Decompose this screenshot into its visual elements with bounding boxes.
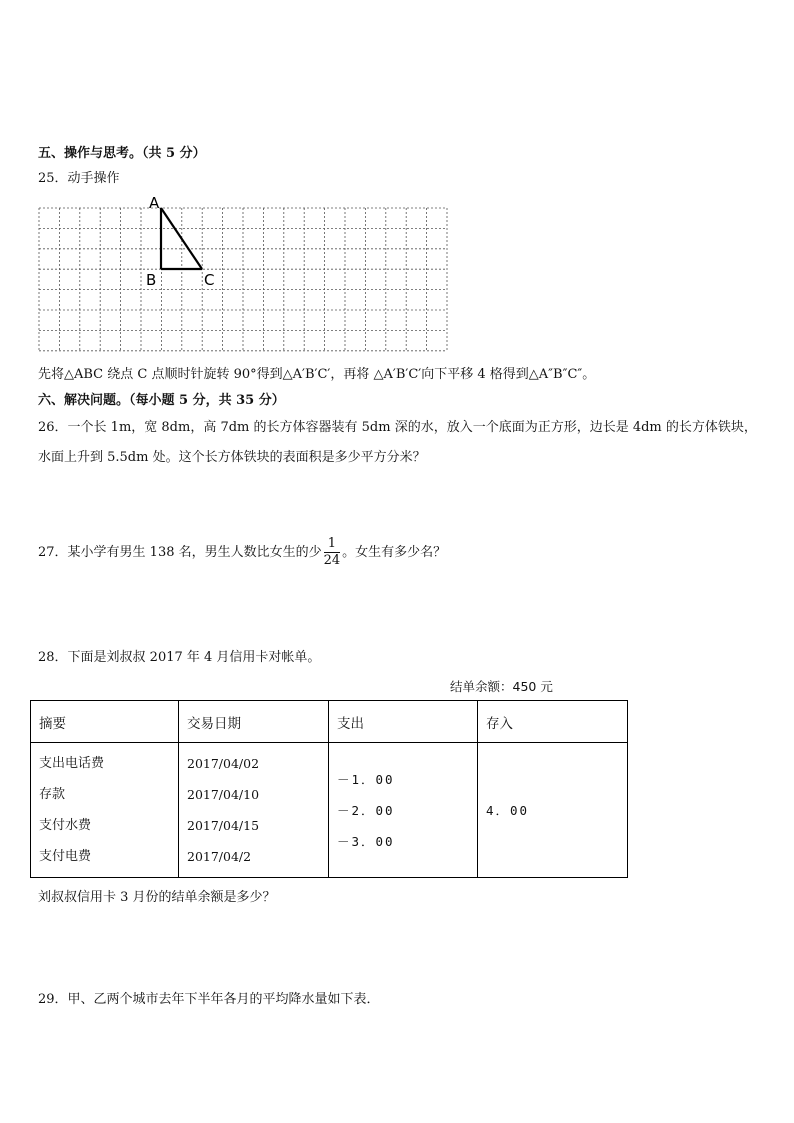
date-item: 2017/04/15 <box>187 818 260 833</box>
date-item: 2017/04/02 <box>187 756 260 771</box>
header-expense: 支出 <box>329 701 478 743</box>
date-item: 2017/04/2 <box>187 849 252 864</box>
statement-table <box>30 700 628 878</box>
section-6-heading: 六、解决问题。（每小题 5 分，共 35 分） <box>38 393 285 408</box>
fraction <box>324 536 341 569</box>
vertex-b-label: B <box>146 271 157 289</box>
question-28-question: 刘叔叔信用卡 3 月份的结单余额是多少？ <box>38 890 276 905</box>
question-26-line-1: 26．一个长 1m，宽 8dm，高 7dm 的长方体容器装有 5dm 深的水，放入一个底面为正方形，边长是 4dm 的长方体铁块， <box>38 420 757 435</box>
question-27 <box>38 536 446 570</box>
header-summary: 摘要 <box>31 701 179 743</box>
deposit-item: 4．00 <box>486 803 530 818</box>
expense-item: －3．00 <box>337 833 395 849</box>
question-28-text: 28．下面是刘叔叔 2017 年 4 月信用卡对帐单。 <box>38 650 321 665</box>
expense-item: －2．00 <box>337 802 395 818</box>
expense-cell <box>329 743 478 878</box>
fraction-numerator: 1 <box>324 536 341 553</box>
question-29-text: 29．甲、乙两个城市去年下半年各月的平均降水量如下表． <box>38 992 380 1007</box>
question-26-line-2: 水面上升到 5.5dm 处。这个长方体铁块的表面积是多少平方分米？ <box>38 450 426 465</box>
statement-balance: 结单余额：450 元 <box>450 679 553 694</box>
question-25-text: 先将△ABC 绕点 C 点顺时针旋转 90°得到△A′B′C′，再将 △A′B′C′向下平移 4 格得到△A″B″C″。 <box>38 367 596 382</box>
dotted-grid <box>39 208 447 351</box>
question-27-text-before: 27．某小学有男生 138 名，男生人数比女生的少 <box>38 545 322 560</box>
expense-item: －1．00 <box>337 771 395 787</box>
date-cell <box>179 743 329 878</box>
section-5-heading: 五、操作与思考。（共 5 分） <box>38 146 206 161</box>
question-25-label: 25．动手操作 <box>38 171 120 186</box>
summary-item: 支付水费 <box>39 818 92 833</box>
question-27-text-after: 。女生有多少名？ <box>342 545 447 560</box>
vertex-c-label: C <box>204 271 215 289</box>
vertex-a-label: A <box>149 194 160 212</box>
table-header-row <box>31 701 628 743</box>
table-row <box>31 743 628 878</box>
summary-item: 支付电费 <box>39 849 92 864</box>
summary-item: 存款 <box>39 787 66 802</box>
fraction-denominator: 24 <box>323 553 341 568</box>
date-item: 2017/04/10 <box>187 787 260 802</box>
deposit-cell <box>478 743 628 878</box>
header-deposit: 存入 <box>478 701 628 743</box>
summary-cell <box>31 743 179 878</box>
summary-item: 支出电话费 <box>39 756 105 771</box>
header-date: 交易日期 <box>179 701 329 743</box>
